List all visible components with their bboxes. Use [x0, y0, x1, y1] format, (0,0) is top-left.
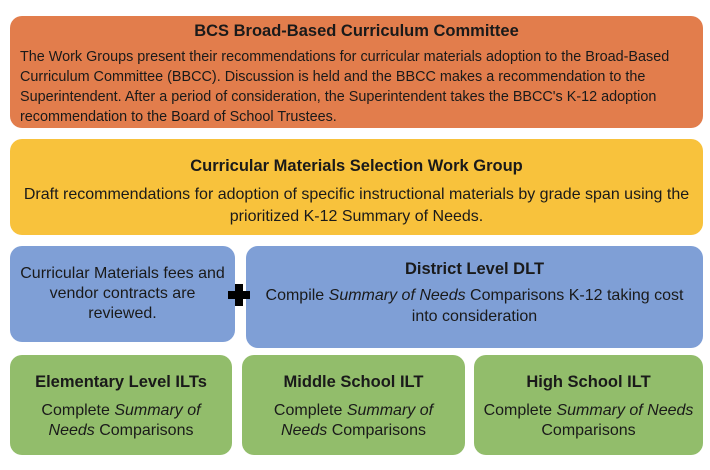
high-text-after: Comparisons — [541, 422, 636, 439]
elementary-text-before: Complete — [41, 402, 115, 419]
elementary-text-after: Comparisons — [94, 422, 194, 439]
district-description — [256, 285, 693, 327]
high-ilt-title: High School ILT — [526, 373, 651, 391]
middle-text-italic: Summary of Needs — [281, 402, 434, 439]
district-text-after: Comparisons K-12 taking cost into consideration — [411, 287, 684, 325]
district-text-before: Compile — [265, 287, 329, 304]
high-text-italic: Summary of Needs — [556, 402, 694, 419]
elementary-ilt-title: Elementary Level ILTs — [35, 373, 207, 391]
middle-ilt-box — [242, 355, 465, 455]
high-ilt-description — [482, 401, 695, 441]
fees-box — [10, 246, 235, 342]
plus-icon — [228, 284, 250, 306]
workgroup-box — [10, 139, 703, 235]
high-ilt-box — [474, 355, 703, 455]
elementary-ilt-box — [10, 355, 232, 455]
high-text-before: Complete — [483, 402, 557, 419]
workgroup-title: Curricular Materials Selection Work Group — [190, 157, 523, 175]
elementary-text-italic: Summary of Needs — [48, 402, 201, 439]
district-title: District Level DLT — [404, 260, 545, 278]
workgroup-description: Draft recommendations for adoption of specific instructional materials by grade span using the prioritized K-12 Summary of Needs. — [23, 186, 690, 225]
middle-text-after: Comparisons — [327, 422, 426, 439]
fees-description: Curricular Materials fees and vendor contracts are reviewed. — [20, 265, 225, 322]
middle-ilt-title: Middle School ILT — [283, 373, 424, 391]
district-text-italic: Summary of Needs — [328, 287, 466, 304]
middle-text-before: Complete — [273, 402, 347, 419]
committee-description: The Work Groups present their recommendations for curricular materials adoption to the Broad-Based Curriculum Committee (BBCC). Discussion is held and the BBCC makes a recommendation to the Superintendent. After a period of consideration, the Superintendent takes the BBCC's K-12 adoption recommendation to the Board of School Trustees. — [20, 49, 670, 125]
district-box — [246, 246, 703, 348]
middle-ilt-description — [250, 401, 457, 441]
committee-box — [10, 16, 703, 128]
elementary-ilt-description — [18, 401, 224, 441]
committee-title: BCS Broad-Based Curriculum Committee — [194, 22, 519, 40]
